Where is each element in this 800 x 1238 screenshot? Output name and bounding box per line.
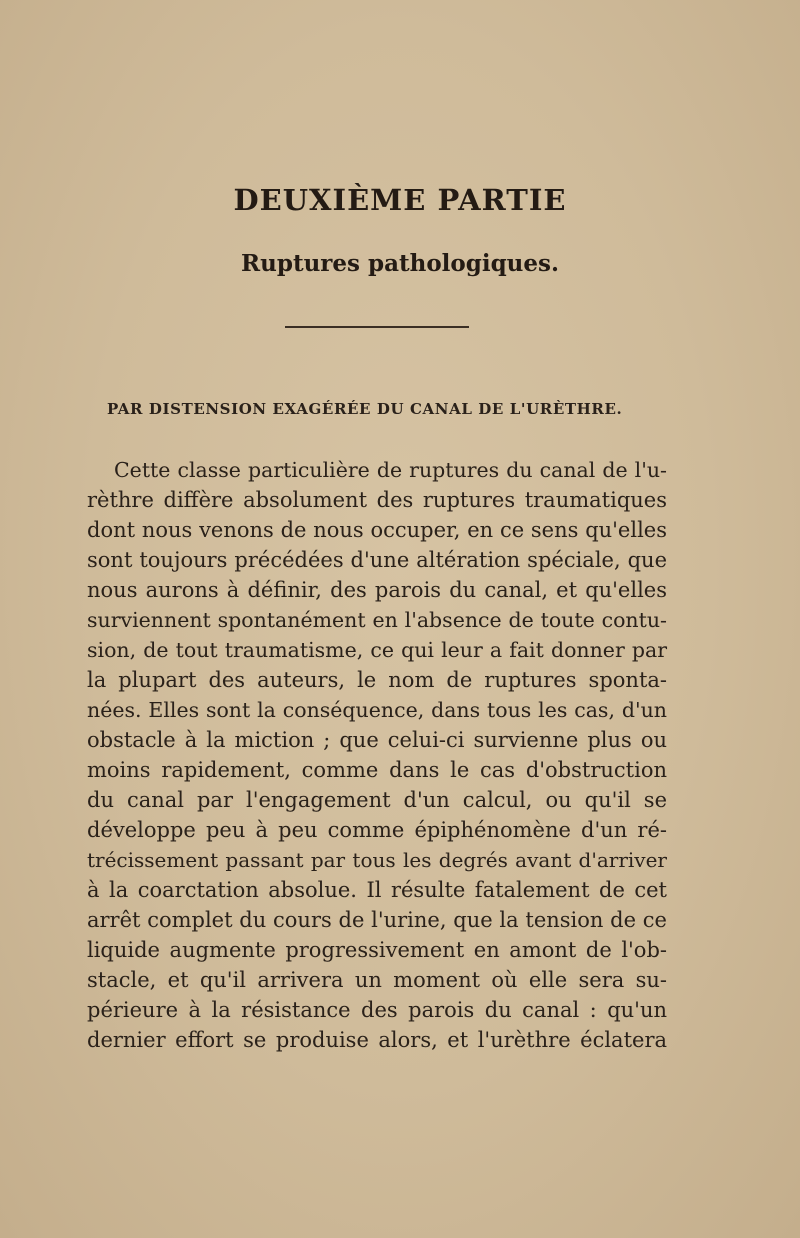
text-line: surviennent spontanément en l'absence de toute contu- — [87, 608, 667, 632]
text-line: à la coarctation absolue. Il résulte fatalement de cet — [87, 878, 667, 902]
text-line: la plupart des auteurs, le nom de ruptures sponta- — [87, 668, 667, 692]
bleed-through-texture — [140, 80, 700, 380]
text-line: développe peu à peu comme épiphénomène d'un ré- — [87, 818, 667, 842]
text-line: périeure à la résistance des parois du canal : qu'un — [87, 998, 667, 1022]
text-line: sont toujours précédées d'une altération spéciale, que — [87, 548, 667, 572]
part-title: DEUXIÈME PARTIE — [233, 183, 567, 217]
text-line: sion, de tout traumatisme, ce qui leur a fait donner par — [87, 638, 667, 662]
text-line: liquide augmente progressivement en amont de l'ob- — [87, 938, 667, 962]
text-line: dont nous venons de nous occuper, en ce sens qu'elles — [87, 518, 667, 542]
text-line: nées. Elles sont la conséquence, dans tous les cas, d'un — [87, 698, 667, 722]
text-line: du canal par l'engagement d'un calcul, ou qu'il se — [87, 788, 667, 812]
text-line: moins rapidement, comme dans le cas d'obstruction — [87, 758, 667, 782]
section-heading: PAR DISTENSION EXAGÉRÉE DU CANAL DE L'URÈTHRE. — [107, 400, 623, 418]
chapter-subtitle: Ruptures pathologiques. — [241, 250, 559, 277]
text-line: stacle, et qu'il arrivera un moment où elle sera su- — [87, 968, 667, 992]
text-line: Cette classe particulière de ruptures du canal de l'u- — [114, 458, 667, 482]
text-line: dernier effort se produise alors, et l'urèthre éclatera — [87, 1028, 667, 1052]
text-line: trécissement passant par tous les degrés avant d'arriver — [87, 848, 667, 872]
horizontal-rule — [285, 326, 469, 328]
text-line: nous aurons à définir, des parois du canal, et qu'elles — [87, 578, 667, 602]
body-paragraph — [87, 455, 667, 1055]
text-line: arrêt complet du cours de l'urine, que la tension de ce — [87, 908, 667, 932]
text-line: obstacle à la miction ; que celui-ci survienne plus ou — [87, 728, 667, 752]
text-line: rèthre diffère absolument des ruptures traumatiques — [87, 488, 667, 512]
